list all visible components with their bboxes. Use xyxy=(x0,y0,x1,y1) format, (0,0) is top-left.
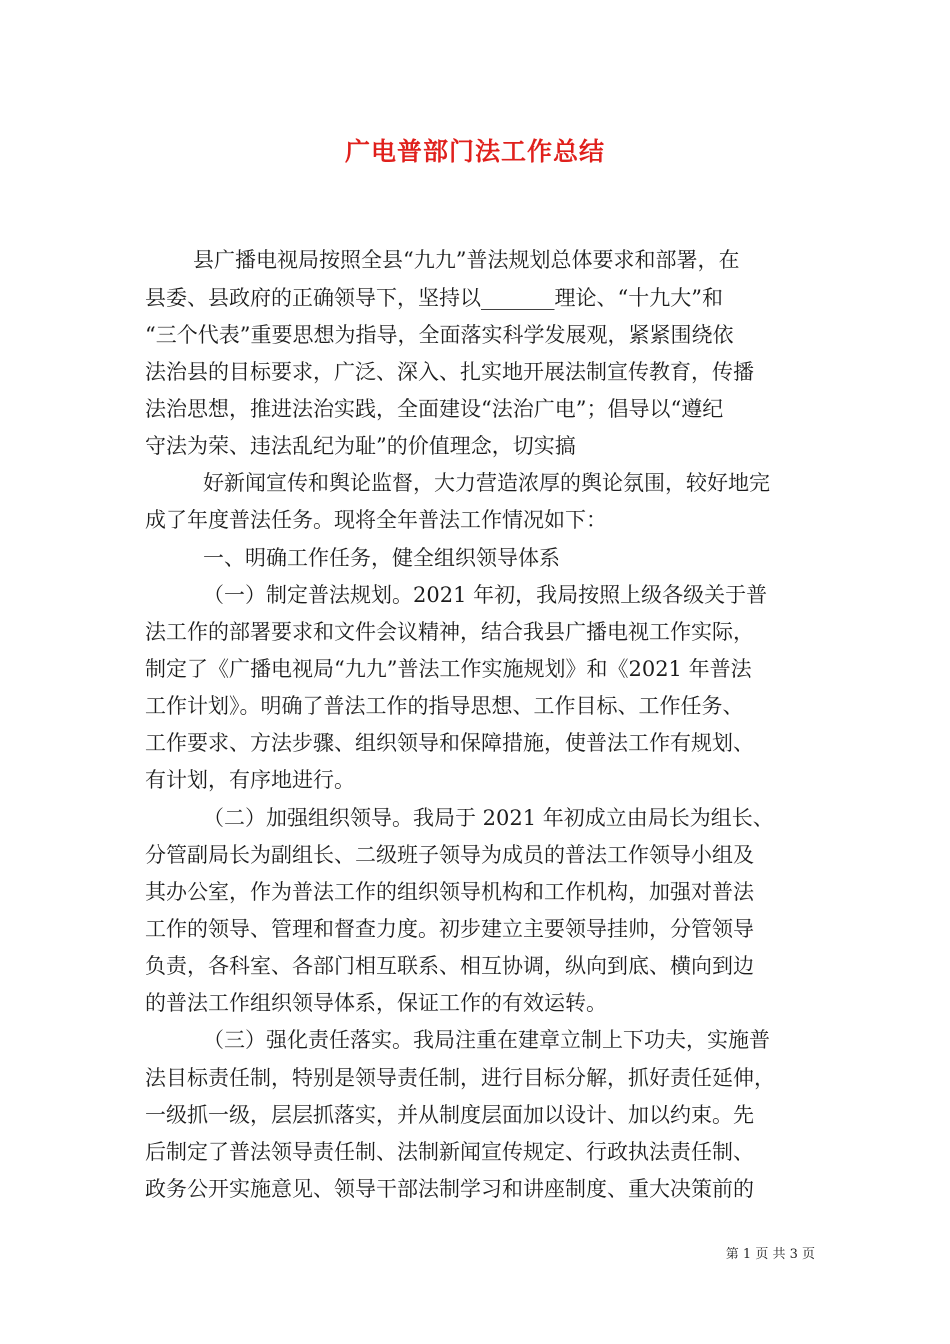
body-line: （三）强化责任落实。我局注重在建章立制上下功夫，实施普 xyxy=(203,1028,770,1052)
body-line: 守法为荣、违法乱纪为耻”的价值理念，切实搞 xyxy=(145,434,576,458)
body-line: 分管副局长为副组长、二级班子领导为成员的普法工作领导小组及 xyxy=(145,843,754,867)
body-line: 后制定了普法领导责任制、法制新闻宣传规定、行政执法责任制、 xyxy=(145,1140,754,1164)
body-line: 其办公室，作为普法工作的组织领导机构和工作机构，加强对普法 xyxy=(145,880,754,904)
body-line: 法治思想，推进法治实践，全面建设“法治广电”；倡导以“遵纪 xyxy=(145,397,724,421)
body-line: 工作的领导、管理和督查力度。初步建立主要领导挂帅，分管领导 xyxy=(145,917,754,941)
body-line: 成了年度普法任务。现将全年普法工作情况如下： xyxy=(145,508,607,532)
body-line: （一）制定普法规划。2021 年初，我局按照上级各级关于普 xyxy=(203,583,768,607)
body-line: 有计划，有序地进行。 xyxy=(145,768,355,792)
section-heading: 一、明确工作任务，健全组织领导体系 xyxy=(203,546,560,570)
document-title: 广电普部门法工作总结 xyxy=(344,137,605,166)
body-line: 法目标责任制，特别是领导责任制，进行目标分解，抓好责任延伸， xyxy=(145,1066,775,1090)
body-line: 的普法工作组织领导体系，保证工作的有效运转。 xyxy=(145,991,607,1015)
body-line: 好新闻宣传和舆论监督，大力营造浓厚的舆论氛围，较好地完 xyxy=(203,471,770,495)
body-line: 法治县的目标要求，广泛、深入、扎实地开展法制宣传教育，传播 xyxy=(145,360,754,384)
body-line: 工作计划》。明确了普法工作的指导思想、工作目标、工作任务、 xyxy=(145,694,744,718)
body-line: 一级抓一级，层层抓落实，并从制度层面加以设计、加以约束。先 xyxy=(145,1103,754,1127)
body-line: 法工作的部署要求和文件会议精神，结合我县广播电视工作实际， xyxy=(145,620,754,644)
body-line: 政务公开实施意见、领导干部法制学习和讲座制度、重大决策前的 xyxy=(145,1177,754,1201)
body-line: 县委、县政府的正确领导下，坚持以_______理论、“十九大”和 xyxy=(145,286,723,310)
body-line: 负责，各科室、各部门相互联系、相互协调，纵向到底、横向到边 xyxy=(145,954,754,978)
page-number-footer: 第 1 页 共 3 页 xyxy=(725,1247,815,1262)
body-line: 制定了《广播电视局“九九”普法工作实施规划》和《2021 年普法 xyxy=(145,657,752,681)
body-line: （二）加强组织领导。我局于 2021 年初成立由局长为组长、 xyxy=(203,806,774,830)
body-line: “三个代表”重要思想为指导，全面落实科学发展观，紧紧围绕依 xyxy=(145,323,734,347)
body-line: 县广播电视局按照全县“九九”普法规划总体要求和部署，在 xyxy=(193,248,740,272)
body-line: 工作要求、方法步骤、组织领导和保障措施，使普法工作有规划、 xyxy=(145,731,754,755)
